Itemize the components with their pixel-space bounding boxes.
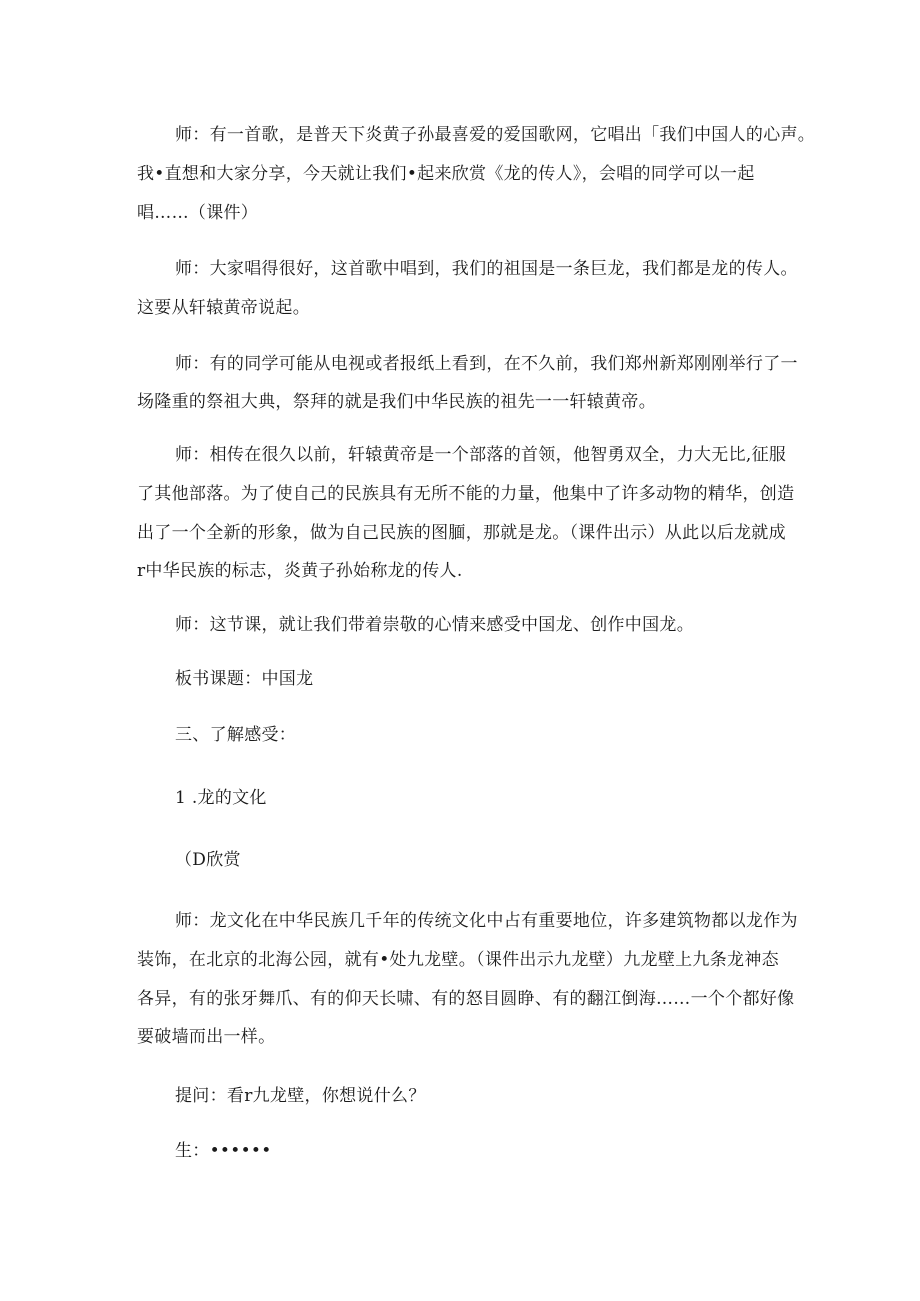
paragraph-3-line-2: 场隆重的祭祖大典，祭拜的就是我们中华民族的祖先一一轩辕黄帝。 <box>137 392 656 412</box>
paragraph-1-line-1: 师：有一首歌，是普天下炎黄子孙最喜爱的爱国歌网，它唱出「我们中国人的心声。 <box>175 125 816 145</box>
paragraph-4-line-4: r中华民族的标志，炎黄子孙始称龙的传人. <box>137 561 463 581</box>
student-answer-line: 生：•••••• <box>175 1141 272 1161</box>
paragraph-5-line-1: 师：这节课，就让我们带着崇敬的心情来感受中国龙、创作中国龙。 <box>175 615 694 635</box>
paragraph-culture-line-2: 装饰，在北京的北海公园，就有•处九龙壁。（课件出示九龙壁）九龙壁上九条龙神态 <box>137 950 779 970</box>
subsection-heading: 1 .龙的文化 <box>175 788 267 808</box>
paragraph-3-line-1: 师：有的同学可能从电视或者报纸上看到，在不久前，我们郑州新郑刚刚举行了一 <box>175 354 798 374</box>
paragraph-2-line-1: 师：大家唱得很好，这首歌中唱到，我们的祖国是一条巨龙，我们都是龙的传人。 <box>175 259 798 279</box>
paragraph-4-line-3: 出了一个全新的形象，做为自己民族的图腼，那就是龙。（课件出示）从此以后龙就成 <box>137 523 786 543</box>
paragraph-culture-line-4: 要破墙而出一样。 <box>137 1027 276 1047</box>
sub-item-heading: （D欣赏 <box>175 850 241 870</box>
paragraph-culture-line-3: 各异，有的张牙舞爪、有的仰天长啸、有的怒目圆睁、有的翻江倒海……一个个都好像 <box>137 989 795 1009</box>
board-title-line: 板书课题：中国龙 <box>175 669 314 689</box>
paragraph-4-line-2: 了其他部落。为了使自己的民族具有无所不能的力量，他集中了许多动物的精华，创造 <box>137 484 795 504</box>
paragraph-4-line-1: 师：相传在很久以前，轩辕黄帝是一个部落的首领，他智勇双全，力大无比,征服 <box>175 445 787 465</box>
paragraph-culture-line-1: 师：龙文化在中华民族几千年的传统文化中占有重要地位，许多建筑物都以龙作为 <box>175 911 798 931</box>
section-heading: 三、了解感受： <box>175 725 297 745</box>
paragraph-1-line-3: 唱……（课件） <box>137 203 259 223</box>
paragraph-2-line-2: 这要从轩辕黄帝说起。 <box>137 298 310 318</box>
paragraph-1-line-2: 我•直想和大家分享，今天就让我们•起来欣赏《龙的传人》，会唱的同学可以一起 <box>137 164 755 184</box>
question-line: 提问：看r九龙壁，你想说什么？ <box>175 1086 426 1106</box>
